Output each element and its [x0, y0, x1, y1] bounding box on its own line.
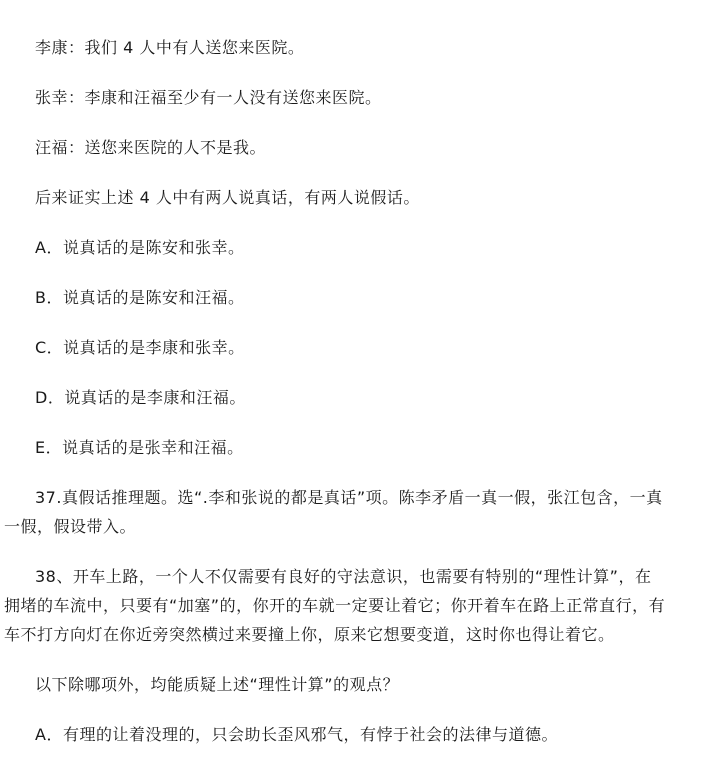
q37-option-e: E．说真话的是张幸和汪福。 — [35, 438, 244, 457]
q38-question-stem: 以下除哪项外，均能质疑上述“理性计算”的观点？ — [35, 675, 400, 694]
stem-truth-count: 后来证实上述 4 人中有两人说真话，有两人说假话。 — [35, 188, 420, 207]
q37-option-b: B．说真话的是陈安和汪福。 — [35, 288, 245, 307]
q37-answer-analysis: 37.真假话推理题。选“.李和张说的都是真话”项。陈李矛盾一真一假，张江包含，一真一假，假设带入。 — [4, 488, 663, 536]
dialogue-likang: 李康：我们 4 人中有人送您来医院。 — [35, 38, 305, 57]
dialogue-zhangxing: 张幸：李康和汪福至少有一人没有送您来医院。 — [35, 88, 382, 107]
q37-option-d: D．说真话的是李康和汪福。 — [35, 388, 246, 407]
q38-passage: 38、开车上路，一个人不仅需要有良好的守法意识，也需要有特别的“理性计算”，在拥堵的车流中，只要有“加塞”的，你开的车就一定要让着它；你开着车在路上正常直行，有车不打方向灯在你近旁突然横过来要撞上你，原来它想要变道，这时你也得让着它。 — [4, 567, 666, 644]
q37-option-a: A．说真话的是陈安和张幸。 — [35, 238, 245, 257]
q37-option-c: C．说真话的是李康和张幸。 — [35, 338, 245, 357]
dialogue-wangfu: 汪福：送您来医院的人不是我。 — [35, 138, 267, 157]
q38-option-a: A．有理的让着没理的，只会助长歪风邪气，有悖于社会的法律与道德。 — [35, 725, 558, 744]
